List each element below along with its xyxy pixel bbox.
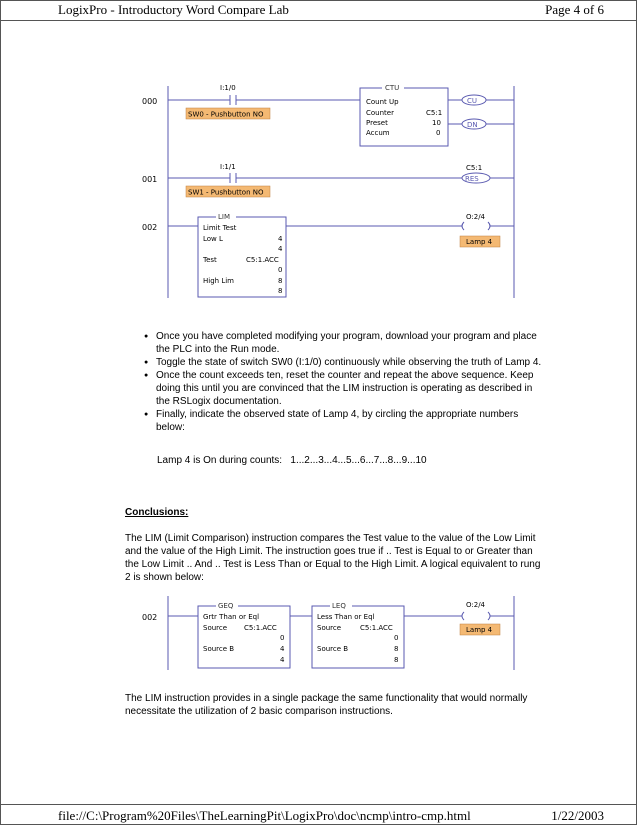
diagram-label: 4 xyxy=(280,656,285,664)
diagram-label: Source B xyxy=(317,645,349,653)
diagram-label: Source B xyxy=(203,645,235,653)
contact-label-sw0: SW0 - Pushbutton NO xyxy=(188,110,264,119)
equivalent-ladder-diagram xyxy=(120,592,520,674)
rung-number-001: 001 xyxy=(142,175,158,184)
diagram-label: Source xyxy=(317,624,342,632)
ladder-diagram-rungs xyxy=(120,78,520,308)
diagram-label: 10 xyxy=(432,119,441,127)
footer-file-path: file://C:\Program%20Files\TheLearningPit\LogixPro\doc\ncmp\intro-cmp.html xyxy=(58,808,471,823)
diagram-label: 8 xyxy=(278,287,283,295)
contact-address-i10: I:1/0 xyxy=(220,84,236,92)
instructions-list xyxy=(144,330,544,434)
lamp-counts-line: Lamp 4 is On during counts: 1...2...3...4...5...6...7...8...9...10 xyxy=(157,455,427,466)
rung-number-000: 000 xyxy=(142,97,158,106)
output-label-lamp4-2: Lamp 4 xyxy=(466,626,493,634)
lamp4-output-coil xyxy=(462,222,490,230)
diagram-label: Accum xyxy=(366,129,390,137)
header-page-number: Page 4 of 6 xyxy=(545,2,604,17)
diagram-label: 0 xyxy=(278,266,283,274)
diagram-label: Limit Test xyxy=(203,224,237,232)
diagram-label: Grtr Than or Eql xyxy=(203,613,260,621)
diagram-label: C5:1.ACC xyxy=(360,624,393,632)
diagram-label: CU xyxy=(467,97,478,105)
diagram-label: Less Than or Eql xyxy=(317,613,375,621)
conclusions-body: The LIM (Limit Comparison) instruction compares the Test value to the value of the Low Limit and the value of the High Limit. The instruction goes true if .. Test is Equal to or Greater than the Low Limit .. And .. Test is Less Than or Equal to the High Limit. A logical equivalent to rung 2 is shown below: xyxy=(125,533,541,583)
ctu-title: CTU xyxy=(385,84,400,92)
footer-date: 1/22/2003 xyxy=(551,808,604,823)
diagram-label: C5:1 xyxy=(466,164,483,172)
instruction-item: ● Once the count exceeds ten, reset the counter and repeat the above sequence. Keep doing this until you are convinced that the LIM instruction is operating as described in the RSLogix documentation. xyxy=(144,369,544,408)
header-title: LogixPro - Introductory Word Compare Lab xyxy=(58,2,289,17)
diagram-label: RES xyxy=(465,175,479,183)
footer-divider xyxy=(0,804,637,805)
instruction-item: ● Once you have completed modifying your program, download your program and place the PLC into the Run mode. xyxy=(144,330,544,356)
instruction-item: ● Toggle the state of switch SW0 (I:1/0) continuously while observing the truth of Lamp 4. xyxy=(144,356,544,369)
diagram-label: High Lim xyxy=(203,277,234,285)
diagram-label: 8 xyxy=(394,645,399,653)
instruction-item: ● Finally, indicate the observed state of Lamp 4, by circling the appropriate numbers below: xyxy=(144,408,544,434)
diagram-label: C5:1.ACC xyxy=(244,624,277,632)
diagram-label: O:2/4 xyxy=(466,601,486,609)
diagram-label: 8 xyxy=(278,277,283,285)
diagram-label: DN xyxy=(467,121,478,129)
output-label-lamp4: Lamp 4 xyxy=(466,238,493,246)
geq-title: GEQ xyxy=(218,602,234,610)
diagram-label: 4 xyxy=(280,645,285,653)
ctu-block xyxy=(360,88,448,146)
lamp4-output-coil-2 xyxy=(462,612,490,620)
conclusions-final-text: The LIM instruction provides in a single package the same functionality that would normally necessitate the utilization of 2 basic comparison instructions. xyxy=(125,693,528,717)
lim-title: LIM xyxy=(218,213,231,221)
diagram-label: 8 xyxy=(394,656,399,664)
diagram-label: C5:1.ACC xyxy=(246,256,279,264)
diagram-label: Low L xyxy=(203,235,223,243)
diagram-label: 0 xyxy=(436,129,441,137)
diagram-label: 0 xyxy=(280,634,285,642)
rung-number-002: 002 xyxy=(142,223,158,232)
conclusions-heading: Conclusions: xyxy=(125,507,189,518)
diagram-label: Source xyxy=(203,624,228,632)
diagram-label: C5:1 xyxy=(426,109,443,117)
rung-number-002-eq: 002 xyxy=(142,613,158,622)
diagram-label: O:2/4 xyxy=(466,213,486,221)
contact-label-sw1: SW1 - Pushbutton NO xyxy=(188,188,264,197)
diagram-label: 0 xyxy=(394,634,399,642)
diagram-label: 4 xyxy=(278,235,283,243)
header-divider xyxy=(0,20,637,21)
leq-title: LEQ xyxy=(332,602,346,610)
diagram-label: Preset xyxy=(366,119,388,127)
ctu-desc: Count Up xyxy=(366,98,399,106)
diagram-label: Counter xyxy=(366,109,394,117)
diagram-label: Test xyxy=(203,256,217,264)
diagram-label: 4 xyxy=(278,245,283,253)
diagram-label: I:1/1 xyxy=(220,163,236,171)
